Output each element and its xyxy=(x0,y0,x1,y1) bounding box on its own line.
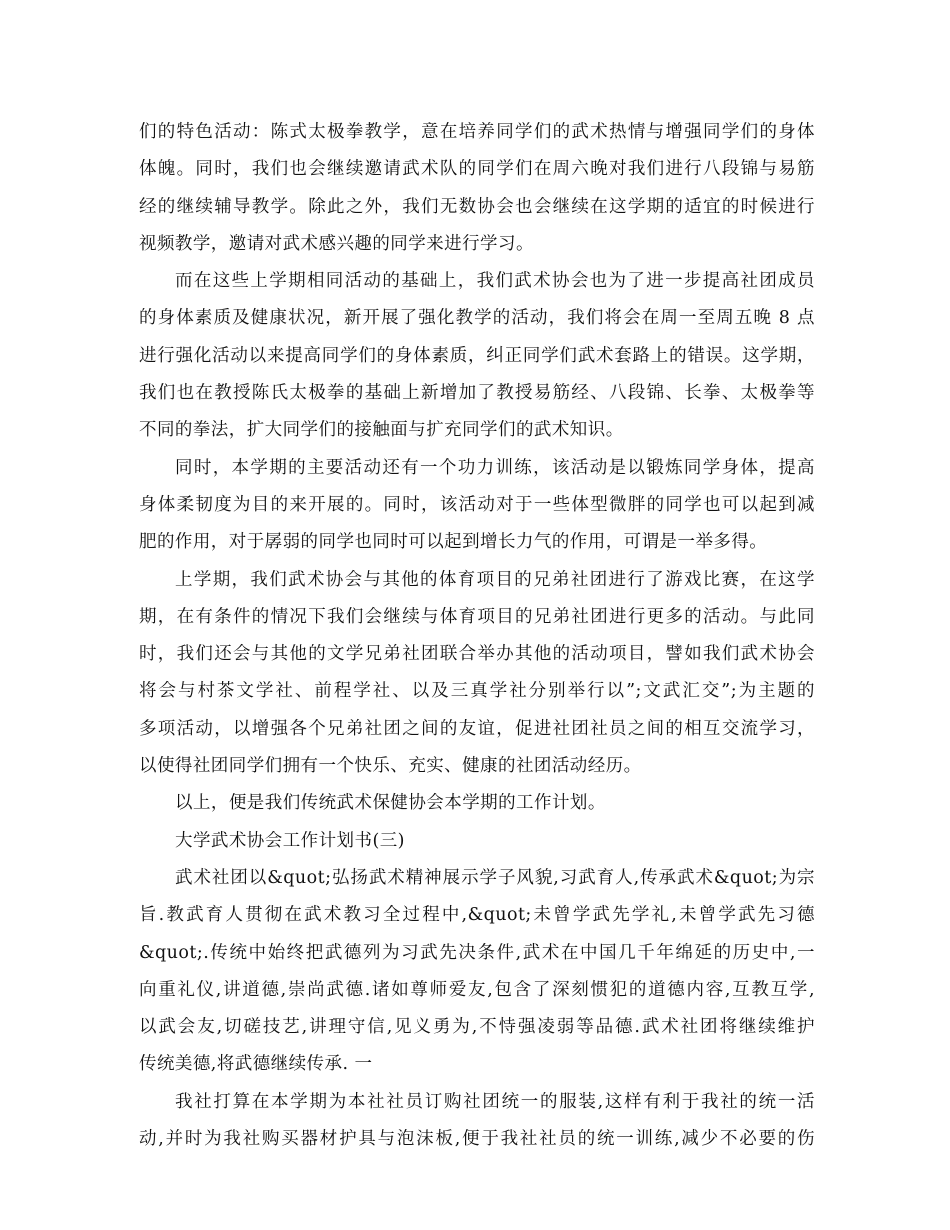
text-line: 向重礼仪,讲道德,崇尚武德.诸如尊师爱友,包含了深刻惯犯的道德内容,互教互学, xyxy=(139,979,815,1000)
paragraph-first-line: 同时，本学期的主要活动还有一个功力训练，该活动是以锻炼同学身体，提高 xyxy=(175,457,815,478)
text-line: 旨.教武育人贯彻在武术教习全过程中,&quot;未曾学武先学礼,未曾学武先习德 xyxy=(139,905,815,926)
paragraph-first-line: 我社打算在本学期为本社社员订购社团统一的服装,这样有利于我社的统一活 xyxy=(175,1091,815,1112)
text-line: 经的继续辅导教学。除此之外，我们无数协会也会继续在这学期的适宜的时候进行 xyxy=(139,196,815,217)
text-line: 动,并时为我社购买器材护具与泡沫板,便于我社社员的统一训练,减少不必要的伤 xyxy=(139,1129,815,1150)
text-line: 多项活动，以增强各个兄弟社团之间的友谊，促进社团社员之间的相互交流学习， xyxy=(139,718,815,739)
text-line: 视频教学，邀请对武术感兴趣的同学来进行学习。 xyxy=(139,233,534,254)
text-line: 以武会友,切磋技艺,讲理守信,见义勇为,不恃强凌弱等品德.武术社团将继续维护 xyxy=(139,1017,815,1038)
text-line: 将会与村茶文学社、前程学社、以及三真学社分别举行以”;文武汇交”;为主题的 xyxy=(139,681,815,702)
text-line: 传统美德,将武德继续传承. 一 xyxy=(139,1054,373,1075)
paragraph-first-line: 以上，便是我们传统武术保健协会本学期的工作计划。 xyxy=(175,793,606,814)
text-line: &quot;.传统中始终把武德列为习武先决条件,武术在中国几千年绵延的历史中,一 xyxy=(139,942,815,963)
document-body xyxy=(139,114,815,1158)
text-line: 身体柔韧度为目的来开展的。同时，该活动对于一些体型微胖的同学也可以起到减 xyxy=(139,494,815,515)
text-line: 期，在有条件的情况下我们会继续与体育项目的兄弟社团进行更多的活动。与此同 xyxy=(139,606,815,627)
paragraph-first-line: 而在这些上学期相同活动的基础上，我们武术协会也为了进一步提高社团成员 xyxy=(175,271,815,292)
text-line: 不同的拳法，扩大同学们的接触面与扩充同学们的武术知识。 xyxy=(139,420,624,441)
text-line: 体魄。同时，我们也会继续邀请武术队的同学们在周六晚对我们进行八段锦与易筋 xyxy=(139,159,815,180)
text-line: 的身体素质及健康状况，新开展了强化教学的活动，我们将会在周一至周五晚 8 点 xyxy=(139,308,815,329)
text-line: 时，我们还会与其他的文学兄弟社团联合举办其他的活动项目，譬如我们武术协会 xyxy=(139,644,815,665)
text-line: 肥的作用，对于孱弱的同学也同时可以起到增长力气的作用，可谓是一举多得。 xyxy=(139,532,768,553)
text-line: 进行强化活动以来提高同学们的身体素质，纠正同学们武术套路上的错误。这学期， xyxy=(139,345,815,366)
paragraph-first-line: 上学期，我们武术协会与其他的体育项目的兄弟社团进行了游戏比赛，在这学 xyxy=(175,569,815,590)
text-line: 以使得社团同学们拥有一个快乐、充实、健康的社团活动经历。 xyxy=(139,756,642,777)
paragraph-first-line: 大学武术协会工作计划书(三) xyxy=(175,830,405,851)
text-line: 我们也在教授陈氏太极拳的基础上新增加了教授易筋经、八段锦、长拳、太极拳等 xyxy=(139,383,815,404)
text-line: 们的特色活动：陈式太极拳教学，意在培养同学们的武术热情与增强同学们的身体 xyxy=(139,122,815,142)
paragraph-first-line: 武术社团以&quot;弘扬武术精神展示学子风貌,习武育人,传承武术&quot;为宗 xyxy=(175,867,815,888)
